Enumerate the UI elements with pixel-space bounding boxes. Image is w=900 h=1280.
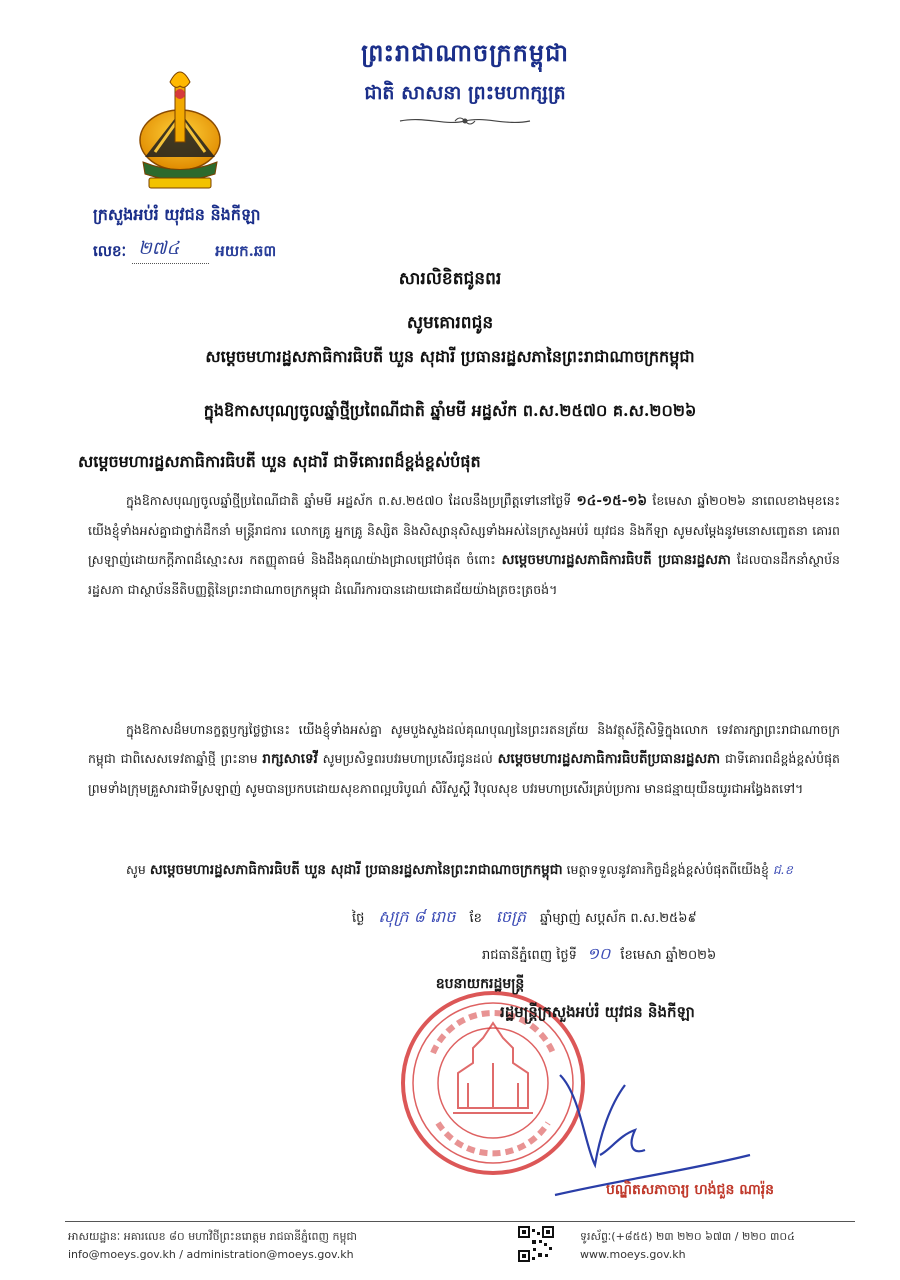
- p2-bold-2: សម្តេចមហារដ្ឋសភាធិការធិបតីប្រធានរដ្ឋសភា: [497, 751, 721, 767]
- p3-text-a: សូម: [126, 862, 146, 877]
- lunar-day: សុក្រ ៨ រោច: [378, 907, 456, 926]
- signer-name: បណ្ឌិតសភាចារ្យ ហង់ជួន ណារ៉ុន: [606, 1182, 775, 1198]
- kingdom-header: [300, 38, 630, 109]
- footer-address: អាសយដ្ឋានៈ អគារលេខ ៨០ មហាវិថីព្រះនរោត្តម រាជធានីភ្នំពេញ កម្ពុជា: [68, 1230, 357, 1243]
- footer-emails[interactable]: info@moeys.gov.kh / administration@moeys.gov.kh: [68, 1248, 354, 1261]
- p1-text-c: ដែលបានដឹកនាំស្ថាប័នរដ្ឋសភា ជាស្ថាប័ននីតិបញ្ញត្តិនៃព្រះរាជាណាចក្រកម្ពុជា ដំណើរការបានដោយជោគជ័យយ៉ាងត្រចះត្រចង់។: [88, 552, 840, 597]
- reference-number: [93, 236, 276, 264]
- lunar-month: ចេត្រ: [495, 907, 526, 926]
- p3-text-b: មេត្តាទទួលនូវគារកិច្ចដ៏ខ្ពង់ខ្ពស់បំផុតពីយើងខ្ញុំ: [566, 862, 769, 877]
- ministry-name: ក្រសួងអប់រំ យុវជន និងកីឡា: [93, 205, 261, 224]
- footer-divider: [65, 1221, 855, 1222]
- ornament-divider-icon: [395, 114, 535, 128]
- footer-contact-right: [580, 1228, 795, 1264]
- solar-prefix: រាជធានីភ្នំពេញ ថ្ងៃទី: [482, 948, 577, 963]
- reference-code: អយក.ឆ៣: [215, 242, 277, 260]
- lunar-month-label: ខែ: [469, 911, 482, 926]
- national-motto: ជាតិ សាសនា ព្រះមហាក្សត្រ: [364, 82, 566, 104]
- reference-label: លេខៈ: [93, 242, 127, 260]
- p1-bold: សម្តេចមហារដ្ឋសភាធិការធិបតី ប្រធានរដ្ឋសភា: [501, 552, 731, 568]
- p1-text-b: ខែមេសា ឆ្នាំ២០២៦ នាពេលខាងមុខនេះ យើងខ្ញុំទាំងអស់គ្នាជាថ្នាក់ដឹកនាំ មន្ត្រីរាជការ លោកគ្រូ អ្នកគ្រូ និស្សិត និងសិស្សានុសិស្សទាំងអស់នៃក្រសួងអប់រំ យុវជន និងកីឡា សូមសម្តែងនូវមនោសញ្ចេតនា គោរពស្រឡាញ់ដោយកក្តីភាពដ៏ស្មោះសរ កតញ្ញុតាធម៌ និងដឹងគុណយ៉ាងជ្រាលជ្រៅបំផុត ចំពោះ: [88, 493, 841, 567]
- kingdom-name: ព្រះរាជាណាចក្រកម្ពុជា: [361, 38, 569, 67]
- reference-value: ២៧៤: [132, 236, 209, 264]
- p1-text-a: ក្នុងឱកាសបុណ្យចូលឆ្នាំថ្មីប្រពៃណីជាតិ ឆ្នាំមមី អដ្ឋស័ក ព.ស.២៥៧០ ដែលនឹងប្រព្រឹត្តទៅនៅថ្ងៃទី: [126, 493, 572, 508]
- solar-day: ១០: [586, 944, 611, 963]
- qr-code-icon: [518, 1226, 554, 1262]
- signer-title-2: រដ្ឋមន្ត្រីក្រសួងអប់រំ យុវជន និងកីឡា: [500, 1003, 695, 1021]
- lunar-date: [352, 906, 697, 930]
- recipient-line: សម្តេចមហារដ្ឋសភាធិការធិបតី ឃួន សុដារី ប្រធានរដ្ឋសភានៃព្រះរាជាណាចក្រកម្ពុជា: [205, 347, 695, 366]
- p3-bold: សម្តេចមហារដ្ឋសភាធិការធិបតី ឃួន សុដារី ប្រធានរដ្ឋសភានៃព្រះរាជាណាចក្រកម្ពុជា: [149, 862, 563, 878]
- p2-text-a: ក្នុងឱកាសដ៏មហានក្ខត្តឫក្សថ្លៃថ្លានេះ យើងខ្ញុំទាំងអស់គ្នា សូមបួងសួងដល់គុណបុណ្យនៃព្រះរតនត្រ័យ និងវត្ថុស័ក្តិសិទ្ធិក្នុងលោក ទេវតារក្សាព្រះរាជាណាចក្រកម្ពុជា ជាពិសេសទេវតាឆ្នាំថ្មី ព្រះនាម: [88, 722, 840, 766]
- addressed-line: សូមគោរពជូន: [406, 313, 494, 333]
- footer-phone: ទូរស័ព្ទៈ(+៨៥៥) ២៣ ២២០ ៦៧៣ / ២២០ ៣០៤: [580, 1230, 795, 1243]
- solar-rest: ខែមេសា ឆ្នាំ២០២៦: [620, 948, 717, 963]
- salutation-line: សម្តេចមហារដ្ឋសភាធិការធិបតី ឃួន សុដារី ជាទីគោរពដ៏ខ្ពង់ខ្ពស់បំផុត: [78, 452, 481, 471]
- ministry-emblem-icon: [135, 62, 225, 192]
- lunar-prefix: ថ្ងៃ: [352, 911, 365, 926]
- occasion-line: ក្នុងឱកាសបុណ្យចូលឆ្នាំថ្មីប្រពៃណីជាតិ ឆ្នាំមមី អដ្ឋស័ក ព.ស.២៥៧០ គ.ស.២០២៦: [203, 401, 697, 420]
- p2-text-c: ជាទីគោរពដ៏ខ្ពង់ខ្ពស់បំផុត ព្រមទាំងក្រុមគ្រួសារជាទីស្រឡាញ់ សូមបានប្រកបដោយសុខភាពល្អបរិបូណ៌ សិរីសួស្តី វិបុលសុខ បវរមហាប្រសើរគ្រប់ប្រការ មានជន្មាយុយឺនយូរជាអង្វែងតទៅ។: [88, 751, 840, 796]
- letter-type-heading: សារលិខិតជូនពរ: [398, 269, 502, 289]
- signer-title-1: ឧបនាយករដ្ឋមន្ត្រី: [435, 976, 525, 992]
- solar-date: [482, 943, 716, 967]
- p2-bold-1: រាក្សសាទេវី: [262, 751, 318, 767]
- lunar-year: ឆ្នាំម្សាញ់ សប្តស័ក ព.ស.២៥៦៩: [539, 911, 697, 926]
- body-paragraph-3: [88, 855, 840, 885]
- footer-website[interactable]: www.moeys.gov.kh: [580, 1248, 686, 1261]
- p2-text-b: សូមប្រសិទ្ធពរបវរមហាប្រសើរជូនដល់: [322, 751, 493, 766]
- p1-date: ១៤-១៥-១៦: [576, 493, 648, 509]
- p3-handwritten: ជ.ខ: [772, 862, 793, 877]
- body-paragraph-1: [88, 486, 840, 604]
- body-paragraph-2: [88, 715, 840, 803]
- footer-contact-left: [68, 1228, 357, 1264]
